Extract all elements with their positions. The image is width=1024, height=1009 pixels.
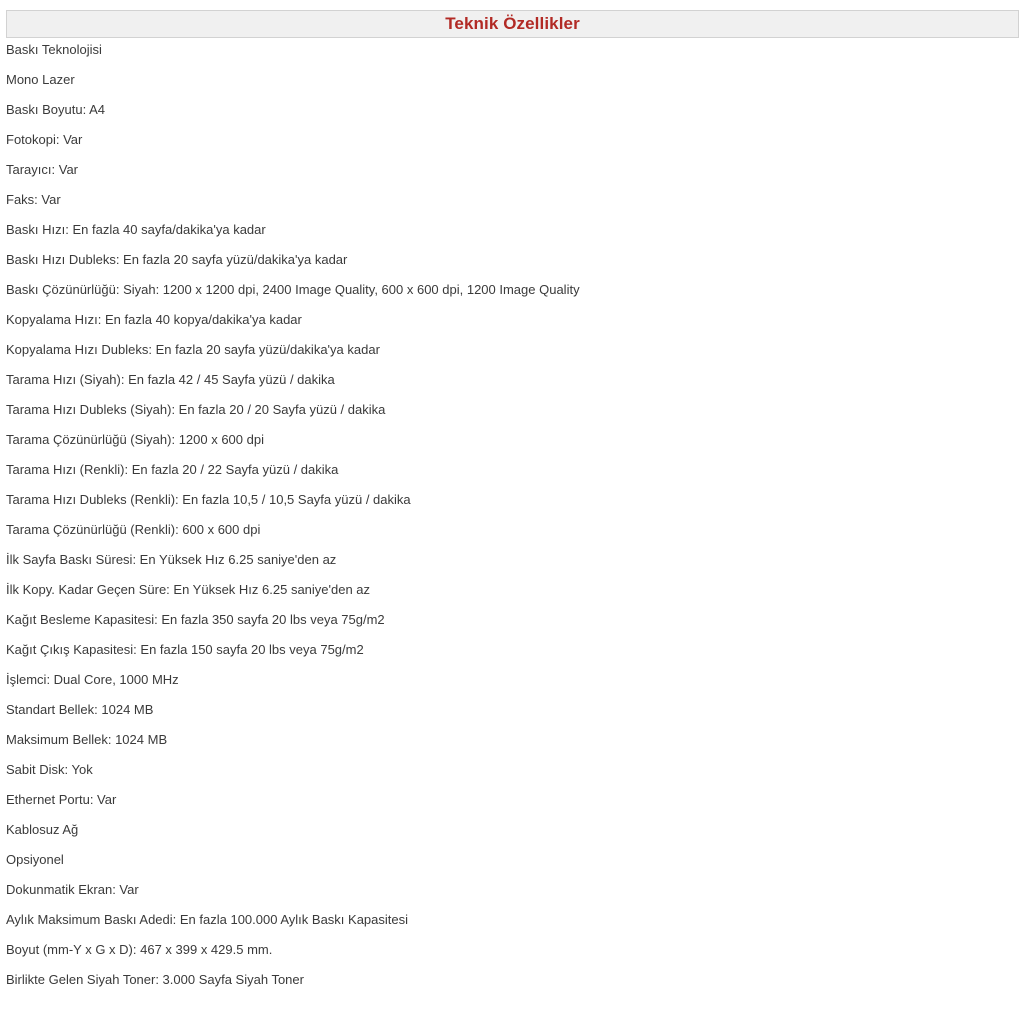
spec-line: Tarama Hızı (Siyah): En fazla 42 / 45 Sayfa yüzü / dakika [6, 372, 335, 387]
section-title: Teknik Özellikler [445, 14, 580, 33]
spec-line: Tarama Hızı (Renkli): En fazla 20 / 22 Sayfa yüzü / dakika [6, 462, 339, 477]
spec-line: Baskı Teknolojisi [6, 42, 102, 57]
spec-line: Dokunmatik Ekran: Var [6, 882, 139, 897]
spec-line: Tarama Çözünürlüğü (Siyah): 1200 x 600 dpi [6, 432, 264, 447]
spec-line: Baskı Çözünürlüğü: Siyah: 1200 x 1200 dpi, 2400 Image Quality, 600 x 600 dpi, 1200 Image Quality [6, 282, 580, 297]
spec-line: Baskı Boyutu: A4 [6, 102, 106, 117]
spec-line: Tarama Çözünürlüğü (Renkli): 600 x 600 dpi [6, 522, 261, 537]
spec-line: Opsiyonel [6, 852, 64, 867]
spec-line: Fotokopi: Var [6, 132, 83, 147]
spec-line: Boyut (mm-Y x G x D): 467 x 399 x 429.5 mm. [6, 942, 273, 957]
spec-line: Mono Lazer [6, 72, 75, 87]
spec-line: Ethernet Portu: Var [6, 792, 117, 807]
spec-line: Kopyalama Hızı Dubleks: En fazla 20 sayfa yüzü/dakika'ya kadar [6, 342, 380, 357]
spec-line: İlk Kopy. Kadar Geçen Süre: En Yüksek Hız 6.25 saniye'den az [6, 582, 371, 597]
spec-line: Faks: Var [6, 192, 61, 207]
spec-line: Kablosuz Ağ [6, 822, 79, 837]
spec-line: Standart Bellek: 1024 MB [6, 702, 154, 717]
spec-line: Sabit Disk: Yok [6, 762, 93, 777]
spec-line: Tarama Hızı Dubleks (Siyah): En fazla 20 / 20 Sayfa yüzü / dakika [6, 402, 386, 417]
spec-line: Birlikte Gelen Siyah Toner: 3.000 Sayfa Siyah Toner [6, 972, 304, 987]
spec-line: Baskı Hızı Dubleks: En fazla 20 sayfa yüzü/dakika'ya kadar [6, 252, 348, 267]
spec-line: Maksimum Bellek: 1024 MB [6, 732, 168, 747]
spec-line: Tarama Hızı Dubleks (Renkli): En fazla 10,5 / 10,5 Sayfa yüzü / dakika [6, 492, 411, 507]
spec-line: Kağıt Besleme Kapasitesi: En fazla 350 sayfa 20 lbs veya 75g/m2 [6, 612, 385, 627]
section-header [6, 10, 1019, 38]
spec-line: Baskı Hızı: En fazla 40 sayfa/dakika'ya kadar [6, 222, 266, 237]
spec-line: Aylık Maksimum Baskı Adedi: En fazla 100.000 Aylık Baskı Kapasitesi [6, 912, 408, 927]
spec-list [6, 40, 580, 1000]
spec-line: İlk Sayfa Baskı Süresi: En Yüksek Hız 6.25 saniye'den az [6, 552, 337, 567]
spec-line: Tarayıcı: Var [6, 162, 79, 177]
spec-line: Kopyalama Hızı: En fazla 40 kopya/dakika'ya kadar [6, 312, 302, 327]
spec-line: İşlemci: Dual Core, 1000 MHz [6, 672, 179, 687]
spec-line: Kağıt Çıkış Kapasitesi: En fazla 150 sayfa 20 lbs veya 75g/m2 [6, 642, 364, 657]
